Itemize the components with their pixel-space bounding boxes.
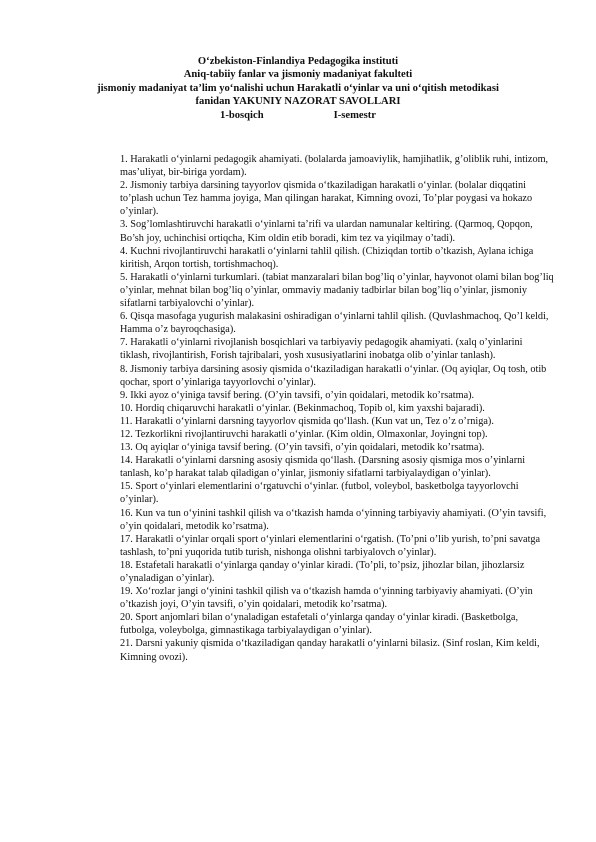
question-list: [120, 153, 554, 664]
question-item: 10. Hordiq chiqaruvchi harakatli o‘yinlar. (Bekinmachoq, Topib ol, kim yaxshi bajaradi).: [120, 402, 485, 414]
semester-label: I-semestr: [333, 109, 376, 121]
question-item: 12. Tezkorlikni rivojlantiruvchi harakatli o‘yinlar. (Kim oldin, Olmaxonlar, Joyingni top).: [120, 428, 488, 440]
question-item: 1. Harakatli o‘yinlarni pedagogik ahamiyati. (bolalarda jamoaviylik, hamjihatlik, g’oliblik ruhi, intizom, mas’uliyat, bir-biriga yordam).: [120, 154, 549, 179]
question-item: 9. Ikki ayoz o‘yiniga tavsif bering. (O’yin tavsifi, o’yin qoidalari, metodik ko’rsatma).: [120, 389, 475, 401]
question-item: 15. Sport o‘yinlari elementlarini o‘rgatuvchi o‘yinlar. (futbol, voleybol, basketbolga tayyorlovchi o’yinlar).: [120, 481, 519, 506]
institute-name: O‘zbekiston-Finlandiya Pedagogika instituti: [197, 56, 399, 67]
question-item: 17. Harakatli o‘yinlar orqali sport o‘yinlari elementlarini o‘rgatish. (To’pni o’lib yurish, to’pni savatga tashlash, to’pni yuqorida tutib turish, nishonga olishni tarbiyalovch o’yinlar).: [120, 533, 541, 558]
stage-label: 1-bosqich: [220, 109, 264, 121]
question-item: 11. Harakatli o‘yinlarni darsning tayyorlov qismida qo‘llash. (Kun vat un, Tez o’z o’rniga).: [120, 415, 494, 427]
course-title: jismoniy madaniyat ta’lim yo‘nalishi uchun Harakatli o‘yinlar va uni o‘qitish metodikasi: [97, 82, 499, 94]
question-item: 21. Darsni yakuniy qismida o‘tkaziladigan qanday harakatli o‘yinlarni bilasiz. (Sinf roslan, Kim keldi, Kimning ovozi).: [120, 638, 540, 663]
exam-title: fanidan YAKUNIY NAZORAT SAVOLLARI: [195, 96, 401, 108]
document-header: [40, 55, 556, 122]
question-item: 6. Qisqa masofaga yugurish malakasini oshiradigan o‘yinlarni tahlil qilish. (Quvlashmachoq, Qo’l keldi, Hamma o’z bayroqchasiga).: [120, 311, 549, 336]
faculty-name: Aniq-tabiiy fanlar va jismoniy madaniyat fakulteti: [183, 69, 413, 81]
question-item: 13. Oq ayiqlar o‘yiniga tavsif bering. (O’yin tavsifi, o’yin qoidalari, metodik ko’rsatma).: [120, 442, 485, 454]
question-item: 3. Sog’lomlashtiruvchi harakatli o‘yinlarni ta’rifi va ulardan namunalar keltiring. (Qarmoq, Qopqon, Bo’sh joy, uchinchisi ortiqcha, Kim oldin etib boradi, kim tez va yiqilmay o’tadi).: [120, 219, 533, 244]
question-item: 18. Estafetali harakatli o‘yinlarga qanday o‘yinlar kiradi. (To’pli, to’psiz, jihozlar bilan, jihozlarsiz o’ynaladigan o’yinlar).: [120, 559, 525, 584]
question-item: 16. Kun va tun o‘yinini tashkil qilish va o‘tkazish hamda o‘yinning tarbiyaviy ahamiyati. (O’yin tavsifi, o’yin qoidalari, metodik ko’rsatma).: [120, 507, 547, 532]
question-item: 7. Harakatli o‘yinlarni rivojlanish bosqichlari va tarbiyaviy pedagogik ahamiyati. (xalq o’yinlarini tiklash, rivojlantirish, Forish tajribalari, yosh xususiyatlarini inobatga olib o’yinlar tanlash).: [120, 337, 523, 362]
course-stage-row: [40, 109, 556, 122]
question-item: 2. Jismoniy tarbiya darsining tayyorlov qismida o‘tkaziladigan harakatli o‘yinlar. (bolalar diqqatini to’plash uchun Tez hamma joyiga, Man qilingan harakat, Kimning ovozi, To’plar poygasi va hokazo o’yinlar).: [120, 180, 533, 218]
question-item: 14. Harakatli o‘yinlarni darsning asosiy qismida qo‘llash. (Darsning asosiy qismiga mos o’yinlarni tanlash, ko’p harakat talab qiladigan o’yinlar, jismoniy sifatlarni tarbiyalaydigan o’yinlar).: [120, 455, 526, 480]
question-item: 5. Harakatli o‘yinlarni turkumlari. (tabiat manzaralari bilan bog’liq o’yinlar, hayvonot olami bilan bog’liq o’yinlar, mehnat bilan bog’liq o’yinlar, ommaviy madaniy tadbirlar bilan bog’liq o’yinlar, jismoniy sifatlarni tarbiyalovchi o’yinlar).: [120, 271, 554, 310]
question-item: 4. Kuchni rivojlantiruvchi harakatli o‘yinlarni tahlil qilish. (Chiziqdan tortib o’tkazish, Aylana ichiga kiritish, Arqon tortish, tortishmachoq).: [120, 245, 534, 270]
question-item: 8. Jismoniy tarbiya darsining asosiy qismida o‘tkaziladigan harakatli o‘yinlar. (Oq ayiqlar, Oq tosh, otib qochar, sport o’yinlariga tayyorlovchi o’yinlar).: [120, 363, 547, 388]
question-item: 20. Sport anjomlari bilan o‘ynaladigan estafetali o‘yinlarga qanday o‘yinlar kiradi. (Basketbolga, futbolga, voleybolga, gimnastikaga tarbiyalaydigan o’yinlar).: [120, 612, 519, 637]
question-item: 19. Xo‘rozlar jangi o‘yinini tashkil qilish va o‘tkazish hamda o‘yinning tarbiyaviy ahamiyati. (O’yin o’tkazish joyi, O’yin tavsifi, o’yin qoidalari, metodik ko’rsatma).: [120, 586, 533, 611]
